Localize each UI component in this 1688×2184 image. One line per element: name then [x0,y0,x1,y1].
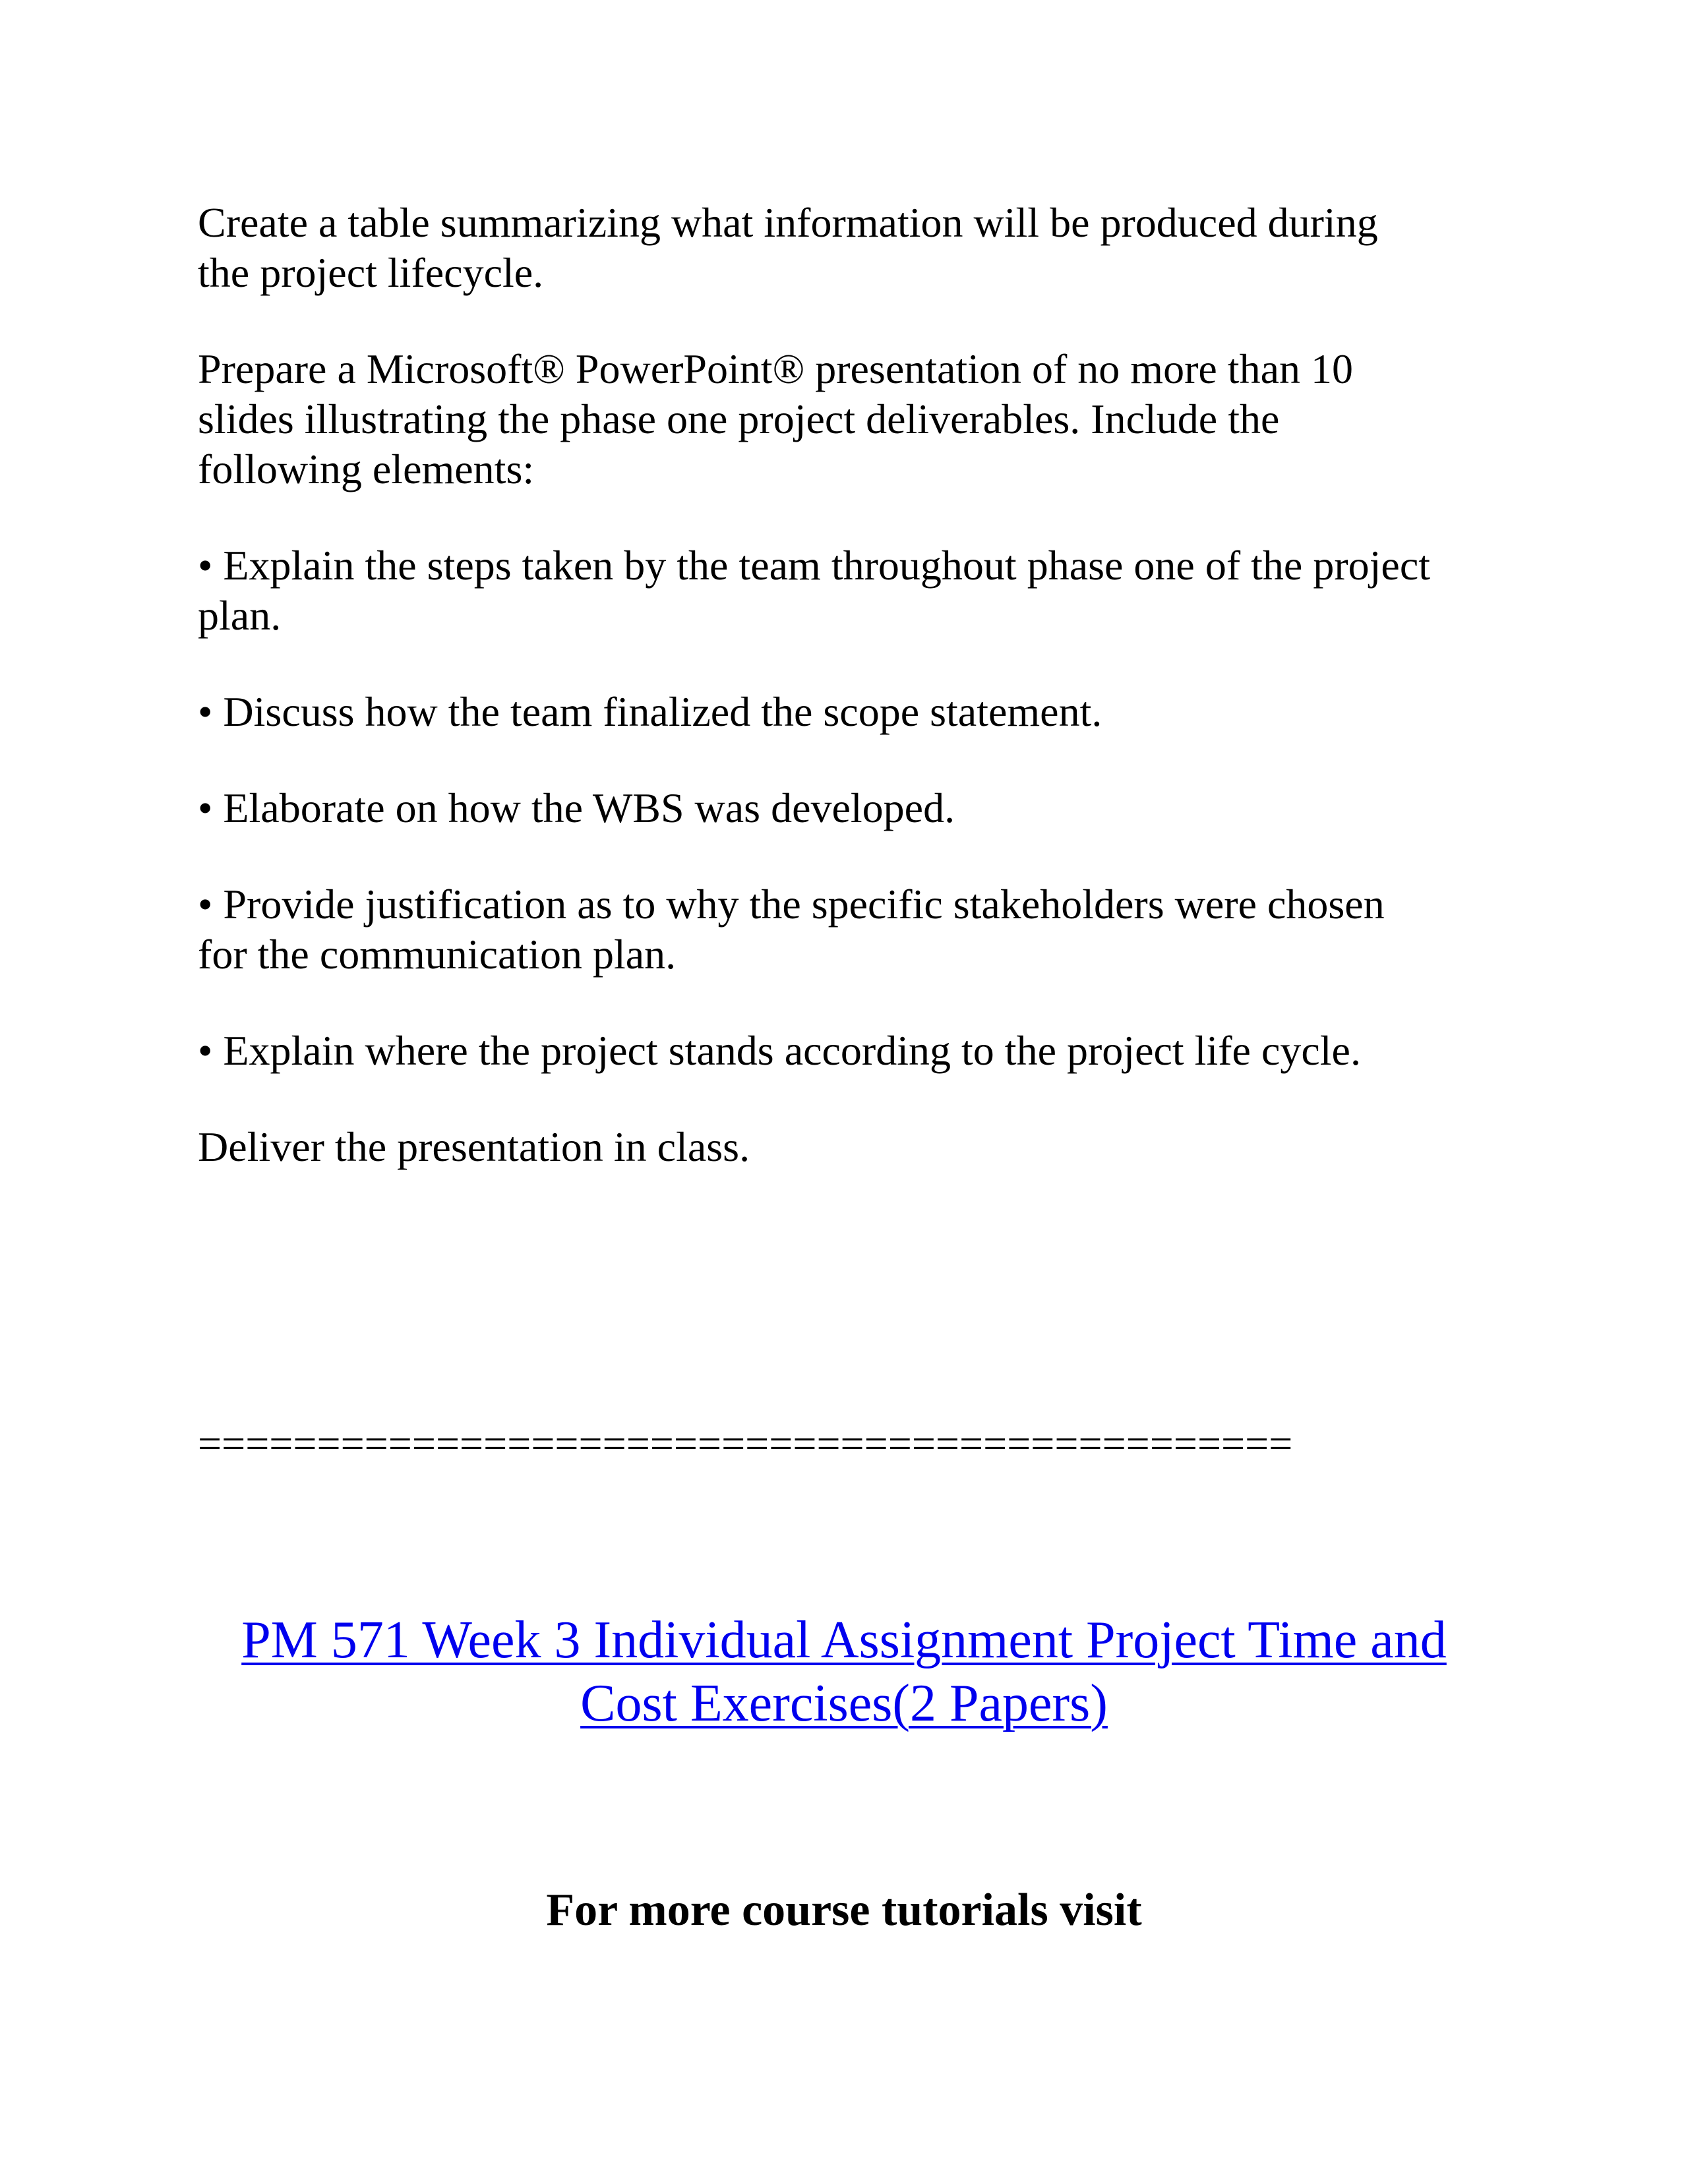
bullet-steps: • Explain the steps taken by the team throughout phase one of the project plan. [198,542,1430,639]
bullet-lifecycle: • Explain where the project stands according to the project life cycle. [198,1027,1361,1074]
bullet-wbs: • Elaborate on how the WBS was developed. [198,784,955,831]
section-divider: ============================================== [198,1420,1293,1467]
bullet-scope: • Discuss how the team finalized the scope statement. [198,688,1102,735]
assignment-link[interactable] [185,1608,1503,1735]
instruction-table-paragraph: Create a table summarizing what information will be produced during the project lifecycle. [198,199,1378,296]
assignment-link-text[interactable]: PM 571 Week 3 Individual Assignment Project Time and Cost Exercises(2 Papers) [241,1611,1447,1732]
footer-tagline: For more course tutorials visit [546,1885,1142,1935]
bullet-stakeholders: • Provide justification as to why the specific stakeholders were chosen for the communication plan. [198,881,1385,978]
deliver-paragraph: Deliver the presentation in class. [198,1123,750,1170]
assignment-body [198,198,1517,1218]
instruction-presentation-paragraph: Prepare a Microsoft® PowerPoint® presentation of no more than 10 slides illustrating the phase one project deliverables. Include the following elements: [198,345,1353,492]
